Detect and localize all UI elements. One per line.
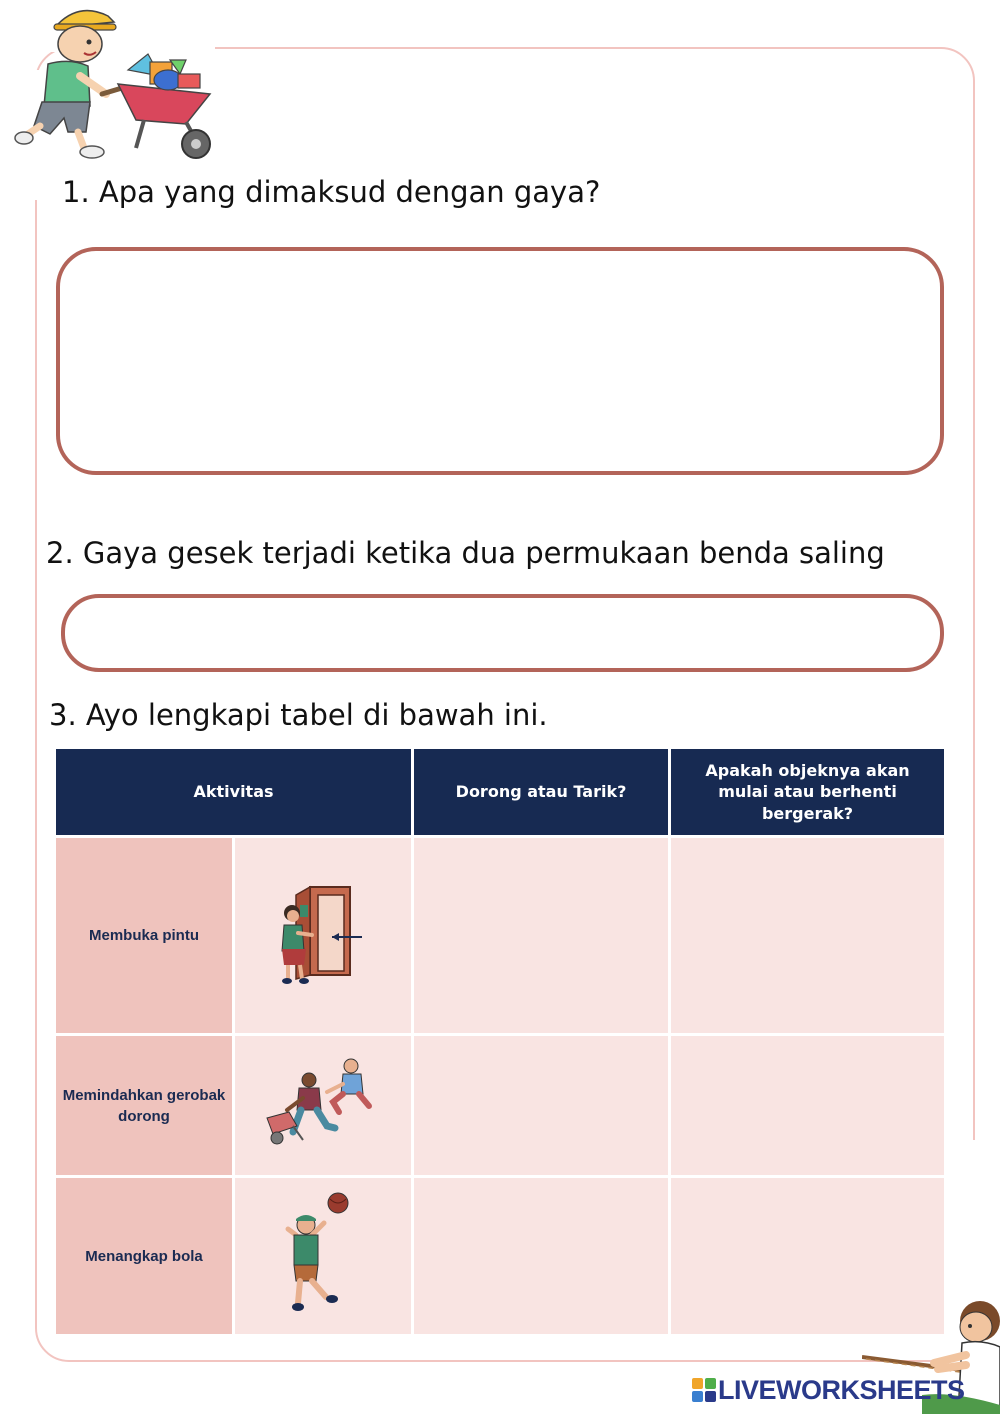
activity-label: Menangkap bola xyxy=(56,1178,232,1334)
question-2: 2. Gaya gesek terjadi ketika dua permukaan benda saling xyxy=(46,536,885,570)
activity-table xyxy=(53,746,947,1337)
activity-label: Membuka pintu xyxy=(56,838,232,1033)
answer-box-2[interactable] xyxy=(61,594,944,672)
kids-pushing-wheelbarrow-illustration xyxy=(263,1054,383,1154)
table-row xyxy=(56,1178,944,1334)
header-dorong-tarik: Dorong atau Tarik? xyxy=(414,749,668,835)
question-1: 1. Apa yang dimaksud dengan gaya? xyxy=(62,175,601,209)
activity-illustration-cell xyxy=(235,1036,411,1175)
table-row xyxy=(56,838,944,1033)
liveworksheets-logo[interactable] xyxy=(692,1374,965,1406)
question-3: 3. Ayo lengkapi tabel di bawah ini. xyxy=(49,698,548,732)
boy-wheelbarrow-illustration xyxy=(10,2,215,162)
answer-cell-start-stop[interactable] xyxy=(671,838,944,1033)
activity-label: Memindahkan gerobak dorong xyxy=(56,1036,232,1175)
frame-gap xyxy=(965,1140,981,1320)
answer-box-1[interactable] xyxy=(56,247,944,475)
activity-illustration-cell xyxy=(235,838,411,1033)
girl-opening-door-illustration xyxy=(278,879,368,989)
header-mulai-berhenti: Apakah objeknya akan mulai atau berhenti bergerak? xyxy=(671,749,944,835)
header-aktivitas: Aktivitas xyxy=(56,749,411,835)
activity-illustration-cell xyxy=(235,1178,411,1334)
answer-cell-start-stop[interactable] xyxy=(671,1036,944,1175)
answer-cell-push-pull[interactable] xyxy=(414,1178,668,1334)
logo-grid-icon xyxy=(692,1378,716,1402)
answer-cell-push-pull[interactable] xyxy=(414,1036,668,1175)
table-row xyxy=(56,1036,944,1175)
boy-catching-ball-illustration xyxy=(278,1189,368,1319)
logo-text: LIVEWORKSHEETS xyxy=(718,1374,965,1405)
answer-cell-push-pull[interactable] xyxy=(414,838,668,1033)
